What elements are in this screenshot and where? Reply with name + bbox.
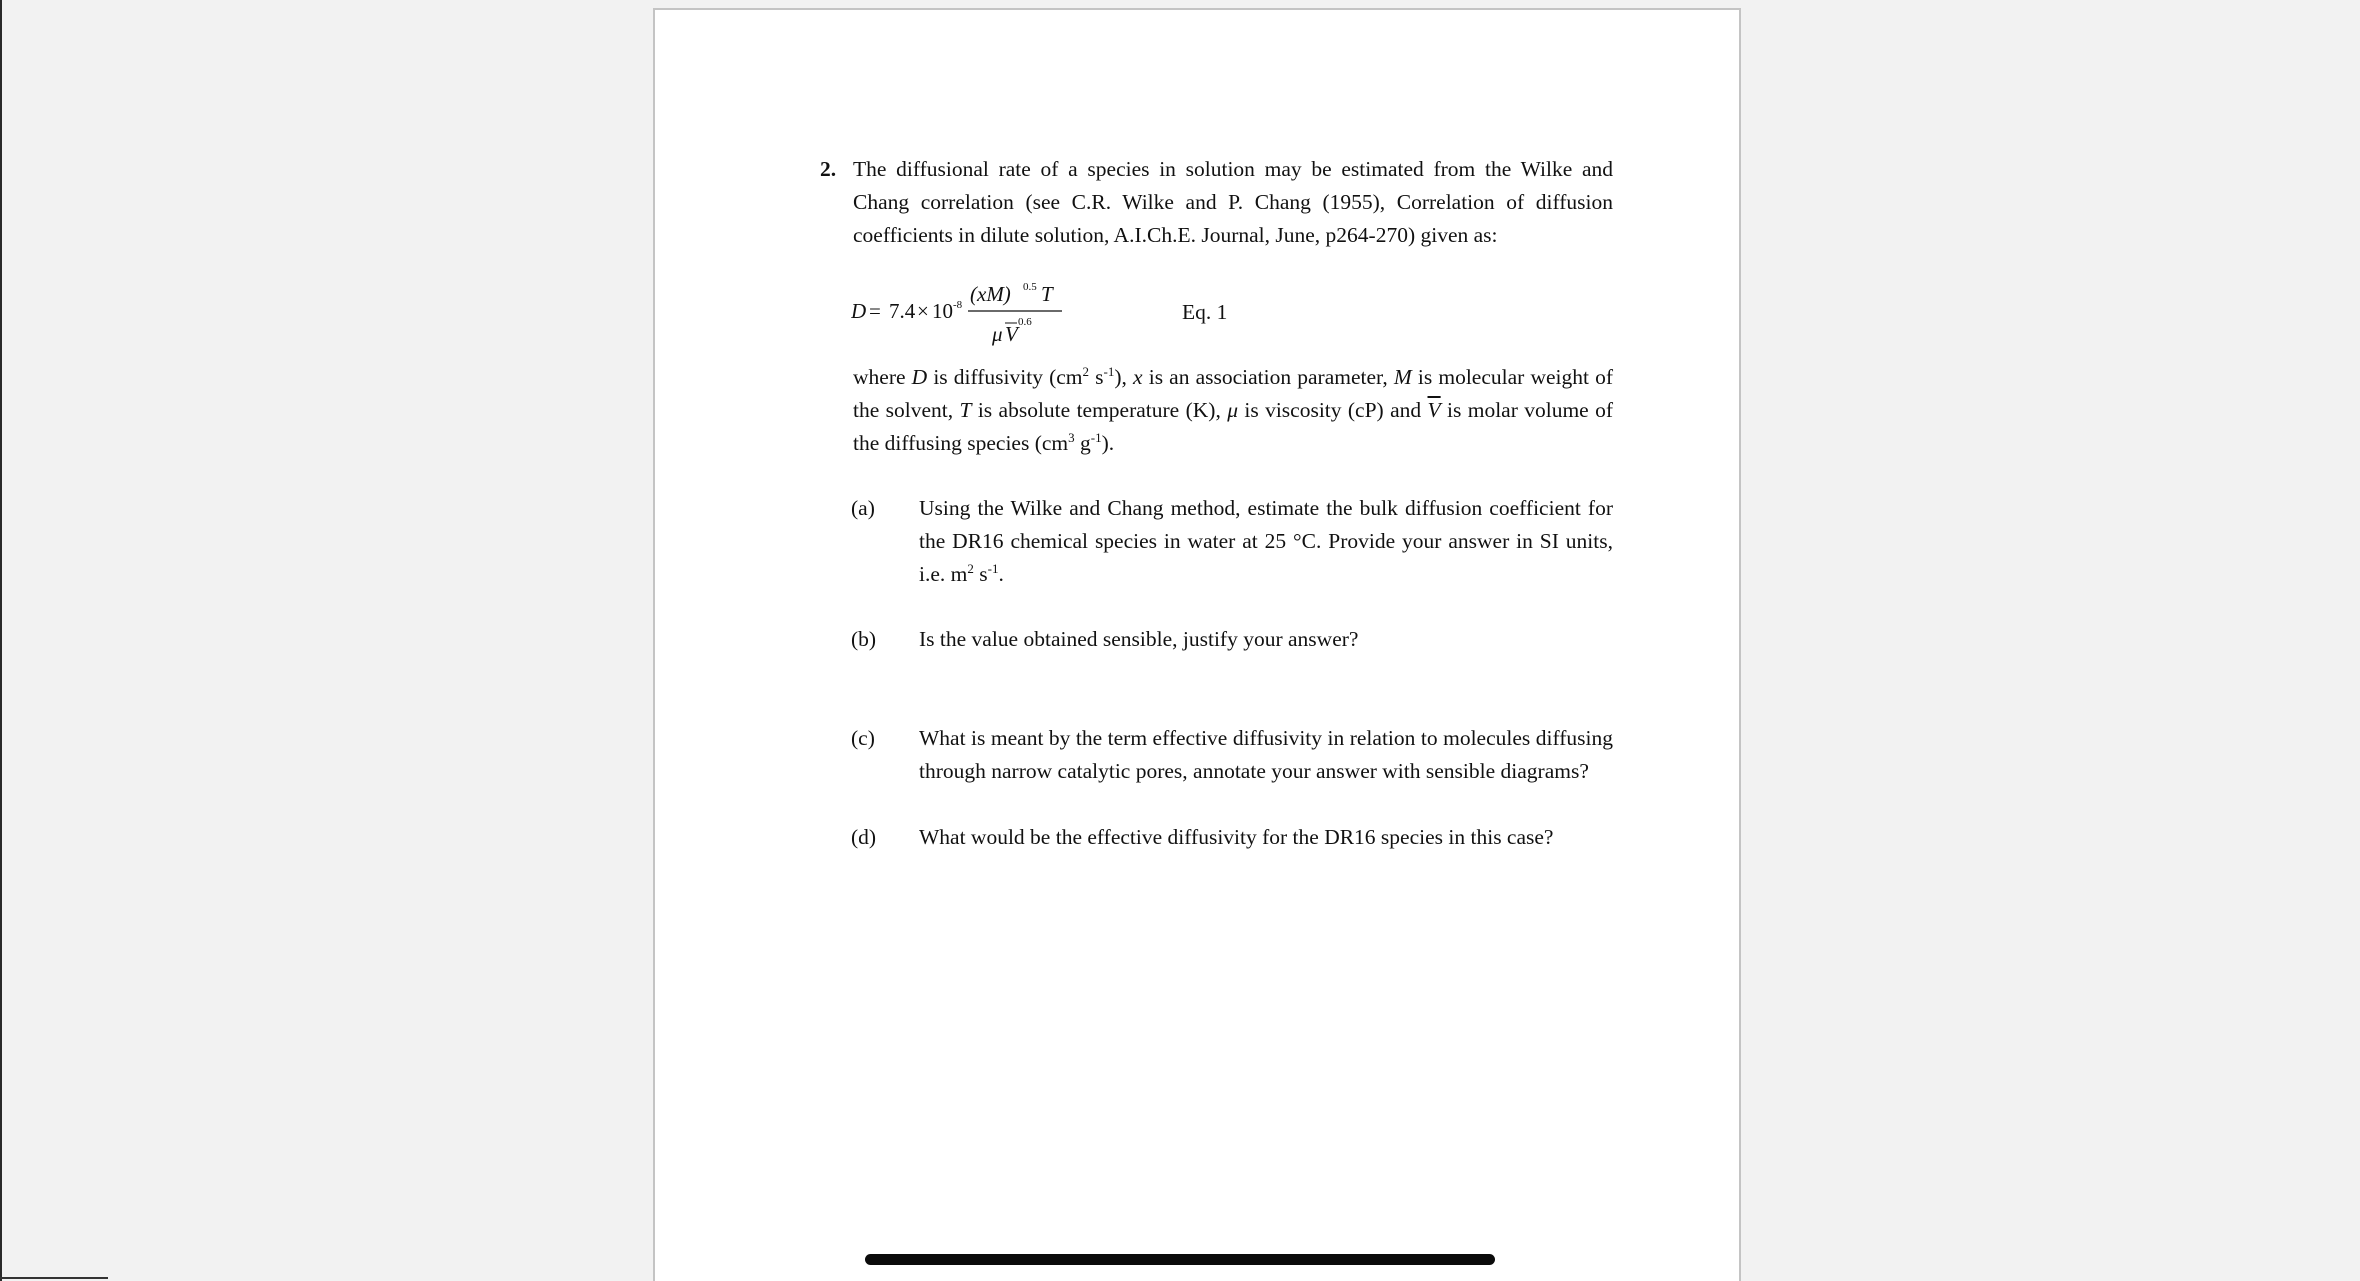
part-c-text: What is meant by the term effective diffusivity in relation to molecules diffusing through narrow catalytic pores, annotate your answer with sensible diagrams? (919, 726, 1613, 783)
eq-denominator-exponent: 0.6 (1018, 316, 1032, 328)
eq-times: × (917, 299, 929, 323)
window-left-edge (0, 0, 2, 1281)
question-number: 2. (820, 157, 837, 181)
part-a-label: (a) (851, 496, 875, 520)
eq-numerator-exponent: 0.5 (1023, 281, 1037, 293)
def-x: x (1133, 365, 1143, 389)
eq-equals: = (869, 299, 881, 323)
part-c-label: (c) (851, 726, 875, 750)
eq-coefficient: 7.4 (889, 299, 916, 323)
home-indicator-bar[interactable] (865, 1254, 1495, 1265)
part-b-label: (b) (851, 627, 877, 651)
part-d-text: What would be the effective diffusivity for the DR16 species in this case? (919, 825, 1554, 849)
variable-definitions: where D is diffusivity ($cm^2$ $s^{-1}$), x is an association parameter, M is molecular weight of the solvent, T is absolute temperature (K), μ is viscosity (cP) and $\overline{V}$ is molar volume of the diffusing species ($cm^3$ $g^{-1}$). (853, 364, 1614, 455)
question-intro: The diffusional rate of a species in solution may be estimated from the Wilke and Chang correlation (see C.R. Wilke and P. Chang (1955), Correlation of diffusion coefficients in dilute solution, A.I.Ch.E. Journal, June, p264-270) given as: (853, 157, 1613, 247)
eq-numerator-variable: T (1041, 282, 1053, 306)
eq-base: 10 (932, 299, 953, 323)
eq-exponent: -8 (953, 299, 963, 311)
def-M: M (1393, 365, 1412, 389)
eq-lhs: D (851, 299, 867, 323)
def-mu: μ (1227, 398, 1238, 422)
document-page (653, 8, 1741, 1281)
eq-denominator-variable: V (1005, 322, 1018, 346)
eq-numerator-group: (xM) (970, 282, 1011, 306)
eq-denominator-mu: μ (992, 322, 1003, 346)
part-d-label: (d) (851, 825, 877, 849)
def-T: T (959, 398, 972, 422)
def-V: $\overline{V}$ (1427, 398, 1441, 422)
bottom-left-divider (0, 1277, 108, 1279)
wilke-chang-equation (851, 272, 1091, 356)
def-D: D (911, 365, 928, 389)
equation-label: Eq. 1 (1182, 300, 1228, 324)
part-b-text: Is the value obtained sensible, justify your answer? (919, 627, 1359, 651)
part-a-text: Using the Wilke and Chang method, estimate the bulk diffusion coefficient for the DR16 chemical species in water at 25 °C. Provide your answer in SI units, i.e. $m^2$ $s^{-1}$. (919, 496, 1613, 586)
